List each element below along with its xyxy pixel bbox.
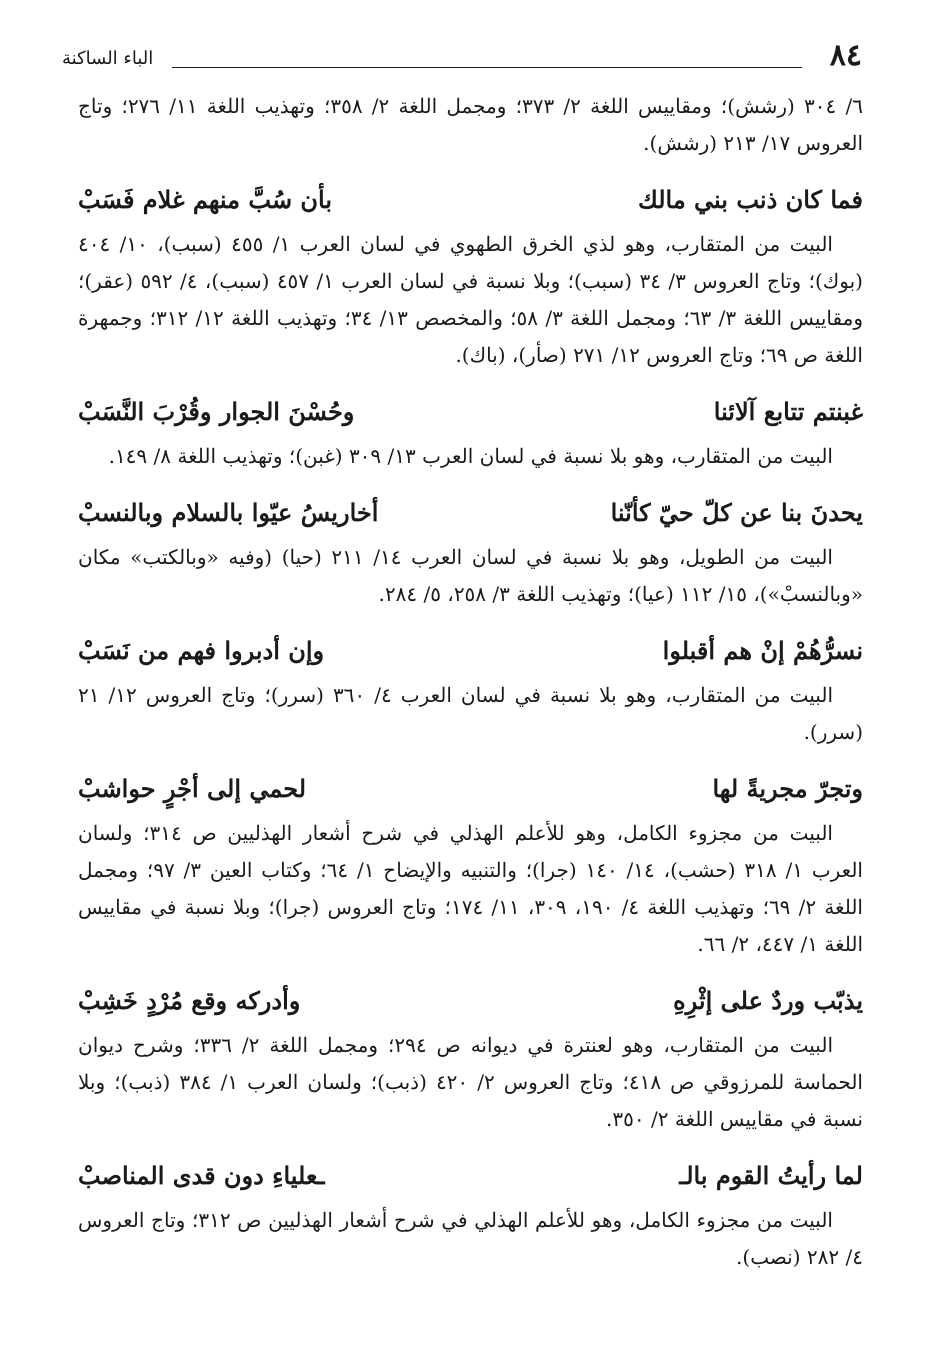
- verse-first-hemistich: لما رأيتُ القوم بالـ: [679, 1161, 863, 1190]
- verse-line: [78, 981, 863, 1021]
- poem-entry-4: [78, 631, 863, 751]
- verse-line: [78, 1156, 863, 1196]
- verse-first-hemistich: يذبّب وردٌ على إثْرِهِ: [673, 986, 863, 1015]
- running-title: الباء الساكنة: [62, 48, 154, 69]
- page-header: [62, 38, 862, 78]
- verse-first-hemistich: فما كان ذنب بني مالك: [637, 185, 863, 214]
- verse-line: [78, 769, 863, 809]
- verse-commentary: البيت من مجزوء الكامل، وهو للأعلم الهذلي في شرح أشعار الهذليين ص ٣١٢؛ وتاج العروس ٤/ ٢٨٢ (نصب).: [78, 1208, 863, 1269]
- verse-second-hemistich: وأدركه وقع مُرْدٍ خَشِبْ: [78, 986, 301, 1015]
- poem-entry-5: [78, 769, 863, 963]
- verse-second-hemistich: وإن أدبروا فهم من نَسَبْ: [78, 636, 325, 665]
- verse-first-hemistich: نسرُّهُمْ إنْ هم أقبلوا: [662, 636, 863, 665]
- verse-second-hemistich: وحُسْنَ الجوار وقُرْبَ النَّسَبْ: [78, 397, 355, 426]
- verse-commentary: البيت من الطويل، وهو بلا نسبة في لسان العرب ١٤/ ٢١١ (حيا) (وفيه «وبالكتب» مكان «وبالنسبْ»)، ١٥/ ١١٢ (عيا)؛ وتهذيب اللغة ٣/ ٢٥٨، ٥/ ٢٨٤.: [78, 545, 863, 606]
- verse-commentary: البيت من مجزوء الكامل، وهو للأعلم الهذلي في شرح أشعار الهذليين ص ٣١٤؛ ولسان العرب ١/ ٣١٨ (حشب)، ١٤/ ١٤٠ (جرا)؛ والتنبيه والإيضاح ١/ ٦٤؛ وكتاب العين ٣/ ٩٧؛ ومجمل اللغة ٢/ ٦٩؛ وتهذيب اللغة ٤/ ١٩٠، ٣٠٩، ١١/ ١٧٤؛ وتاج العروس (جرا)؛ وبلا نسبة في مقاييس اللغة ١/ ٤٤٧، ٢/ ٦٦.: [78, 821, 863, 956]
- verse-commentary: البيت من المتقارب، وهو بلا نسبة في لسان العرب ١٣/ ٣٠٩ (غبن)؛ وتهذيب اللغة ٨/ ١٤٩.: [108, 444, 833, 468]
- verse-first-hemistich: غبنتم تتابع آلائنا: [713, 397, 863, 426]
- verse-line: [78, 392, 863, 432]
- page-body: [78, 88, 863, 1276]
- verse-second-hemistich: لحمي إلى أجْرٍ حواشبْ: [78, 774, 307, 803]
- verse-second-hemistich: ـعلياءِ دون قدى المناصبْ: [78, 1161, 325, 1190]
- header-rule: [172, 67, 802, 68]
- verse-second-hemistich: بأن سُبَّ منهم غلام فَسَبْ: [78, 185, 333, 214]
- verse-first-hemistich: يحدنَ بنا عن كلّ حيّ كأنّنا: [610, 498, 863, 527]
- poem-entry-1: [78, 180, 863, 374]
- intro-citation: ٦/ ٣٠٤ (رشش)؛ ومقاييس اللغة ٢/ ٣٧٣؛ ومجمل اللغة ٢/ ٣٥٨؛ وتهذيب اللغة ١١/ ٢٧٦؛ وتاج العروس ١٧/ ٢١٣ (رشش).: [78, 94, 863, 155]
- poem-entry-7: [78, 1156, 863, 1276]
- verse-line: [78, 631, 863, 671]
- verse-commentary: البيت من المتقارب، وهو لعنترة في ديوانه ص ٢٩٤؛ ومجمل اللغة ٢/ ٣٣٦؛ وشرح ديوان الحماسة للمرزوقي ص ٤١٨؛ وتاج العروس ٢/ ٤٢٠ (ذبب)؛ ولسان العرب ١/ ٣٨٤ (ذبب)؛ وبلا نسبة في مقاييس اللغة ٢/ ٣٥٠.: [78, 1033, 863, 1131]
- verse-commentary: البيت من المتقارب، وهو لذي الخرق الطهوي في لسان العرب ١/ ٤٥٥ (سبب)، ١٠/ ٤٠٤ (بوك)؛ وتاج العروس ٣/ ٣٤ (سبب)؛ وبلا نسبة في لسان العرب ١/ ٤٥٧ (سبب)، ٤/ ٥٩٢ (عقر)؛ ومقاييس اللغة ٣/ ٦٣؛ ومجمل اللغة ٣/ ٥٨؛ والمخصص ١٣/ ٣٤؛ وتهذيب اللغة ١٢/ ٣١٢؛ وجمهرة اللغة ص ٦٩؛ وتاج العروس ١٢/ ٢٧١ (صأر)، (باك).: [78, 232, 864, 367]
- poem-entry-3: [78, 493, 863, 613]
- poem-entry-6: [78, 981, 863, 1138]
- poem-entry-2: [78, 392, 863, 475]
- verse-first-hemistich: وتجرّ مجريةً لها: [712, 774, 863, 803]
- verse-line: [78, 493, 863, 533]
- page-number: ٨٤: [829, 38, 862, 73]
- verse-second-hemistich: أخاريسُ عيّوا بالسلام وبالنسبْ: [78, 498, 379, 527]
- verse-commentary: البيت من المتقارب، وهو بلا نسبة في لسان العرب ٤/ ٣٦٠ (سرر)؛ وتاج العروس ١٢/ ٢١ (سرر).: [78, 683, 863, 744]
- verse-line: [78, 180, 863, 220]
